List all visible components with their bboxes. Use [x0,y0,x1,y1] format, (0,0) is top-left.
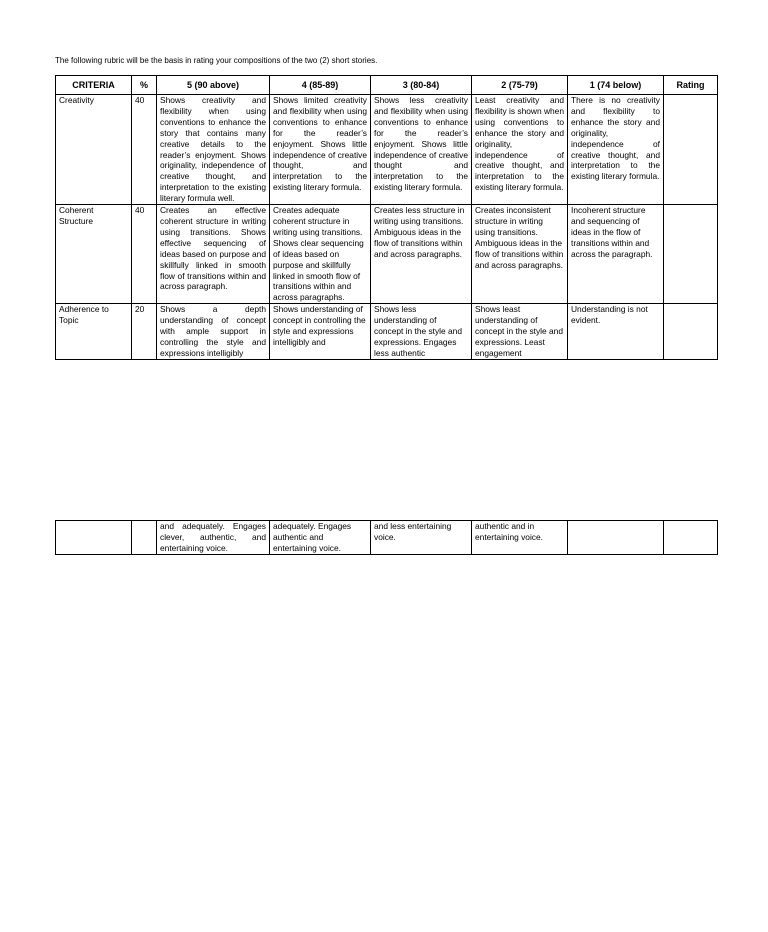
criteria-cell [56,304,132,360]
level-1-cell [568,521,664,555]
criteria-text: Adherence to Topic [59,304,109,326]
criteria-cell: Creativity [56,95,132,205]
header-level-3: 3 (80-84) [371,76,472,95]
level-2-cell: Creates inconsistent structure in writing using transitions. Ambiguous ideas in the flow of transitions within and across paragraphs. [472,205,568,304]
rubric-row-creativity [56,95,718,205]
level-4-cell: Creates adequate coherent structure in writing using transitions. Shows clear sequencing of ideas based on purpose and skillfully linked in smooth flow of transitions within and across paragraphs. [270,205,371,304]
header-level-2: 2 (75-79) [472,76,568,95]
header-level-1: 1 (74 below) [568,76,664,95]
rubric-table [55,75,718,360]
level-1-cell: There is no creativity and flexibility to enhance the story and originality, independence of creative thought, and interpretation to the existing literary formula. [568,95,664,205]
level-3-cell [371,304,472,360]
level-2-cell: authentic and in entertaining voice. [472,521,568,555]
level-5-text: Shows a depth understanding of concept with ample support in controlling the style and expressions intelligibly [160,304,266,358]
percent-text: 20 [135,304,145,315]
level-3-cell: and less entertaining voice. [371,521,472,555]
level-5-cell: Shows creativity and flexibility when using conventions to enhance the story that contains many creative details to the reader’s enjoyment. Shows originality, independence of creative thought, and interpretation to the existing literary formula well. [157,95,270,205]
level-5-cell [157,304,270,360]
header-level-5: 5 (90 above) [157,76,270,95]
rubric-row-adherence-to-topic [56,304,718,360]
level-4-cell: adequately. Engages authentic and entertaining voice. [270,521,371,555]
level-4-cell: Shows limited creativity and flexibility when using conventions to enhance for the reader’s enjoyment. Shows little independence of creative thought, and interpretation to the existing literary formula. [270,95,371,205]
level-2-cell [472,304,568,360]
rubric-row-continuation [56,521,718,555]
header-level-4: 4 (85-89) [270,76,371,95]
header-percent: % [132,76,157,95]
rating-text [667,304,714,359]
rubric-row-coherent-structure [56,205,718,304]
level-1-text: Understanding is not evident. [571,304,648,326]
rubric-table-continuation [55,520,718,555]
level-3-text: Shows less understanding of concept in the style and expressions. Engages less authentic [374,304,462,358]
level-2-text: Shows least understanding of concept in the style and expressions. Least engagement [475,304,563,358]
rating-cell[interactable] [664,521,718,555]
rubric-header-row [56,76,718,95]
level-1-cell [568,304,664,360]
criteria-cell: Coherent Structure [56,205,132,304]
level-3-cell: Shows less creativity and flexibility when using conventions to enhance for the reader’s enjoyment. Shows little independence of creative thought and interpretation to the existing literary formula. [371,95,472,205]
rating-cell[interactable] [664,205,718,304]
percent-cell [132,521,157,555]
percent-cell [132,304,157,360]
header-rating: Rating [664,76,718,95]
header-criteria: CRITERIA [56,76,132,95]
criteria-cell [56,521,132,555]
level-4-text: Shows understanding of concept in controlling the style and expressions intelligibly and [273,304,366,347]
rating-cell[interactable] [664,95,718,205]
level-5-cell: and adequately. Engages clever, authentic, and entertaining voice. [157,521,270,555]
rating-cell[interactable] [664,304,718,360]
percent-cell: 40 [132,205,157,304]
level-5-cell: Creates an effective coherent structure in writing using transitions. Shows effective sequencing of ideas based on purpose and skillfully linked in smooth flow of transitions within and across paragraph. [157,205,270,304]
rubric-intro-text: The following rubric will be the basis in rating your compositions of the two (2) short stories. [55,56,378,65]
level-2-cell: Least creativity and flexibility is shown when using conventions to enhance the story and originality, independence of creative thought, and interpretation to the existing literary formula. [472,95,568,205]
level-3-cell: Creates less structure in writing using transitions. Ambiguous ideas in the flow of transitions within and across paragraphs. [371,205,472,304]
percent-cell: 40 [132,95,157,205]
level-1-cell: Incoherent structure and sequencing of ideas in the flow of transitions within and across the paragraph. [568,205,664,304]
level-4-cell [270,304,371,360]
